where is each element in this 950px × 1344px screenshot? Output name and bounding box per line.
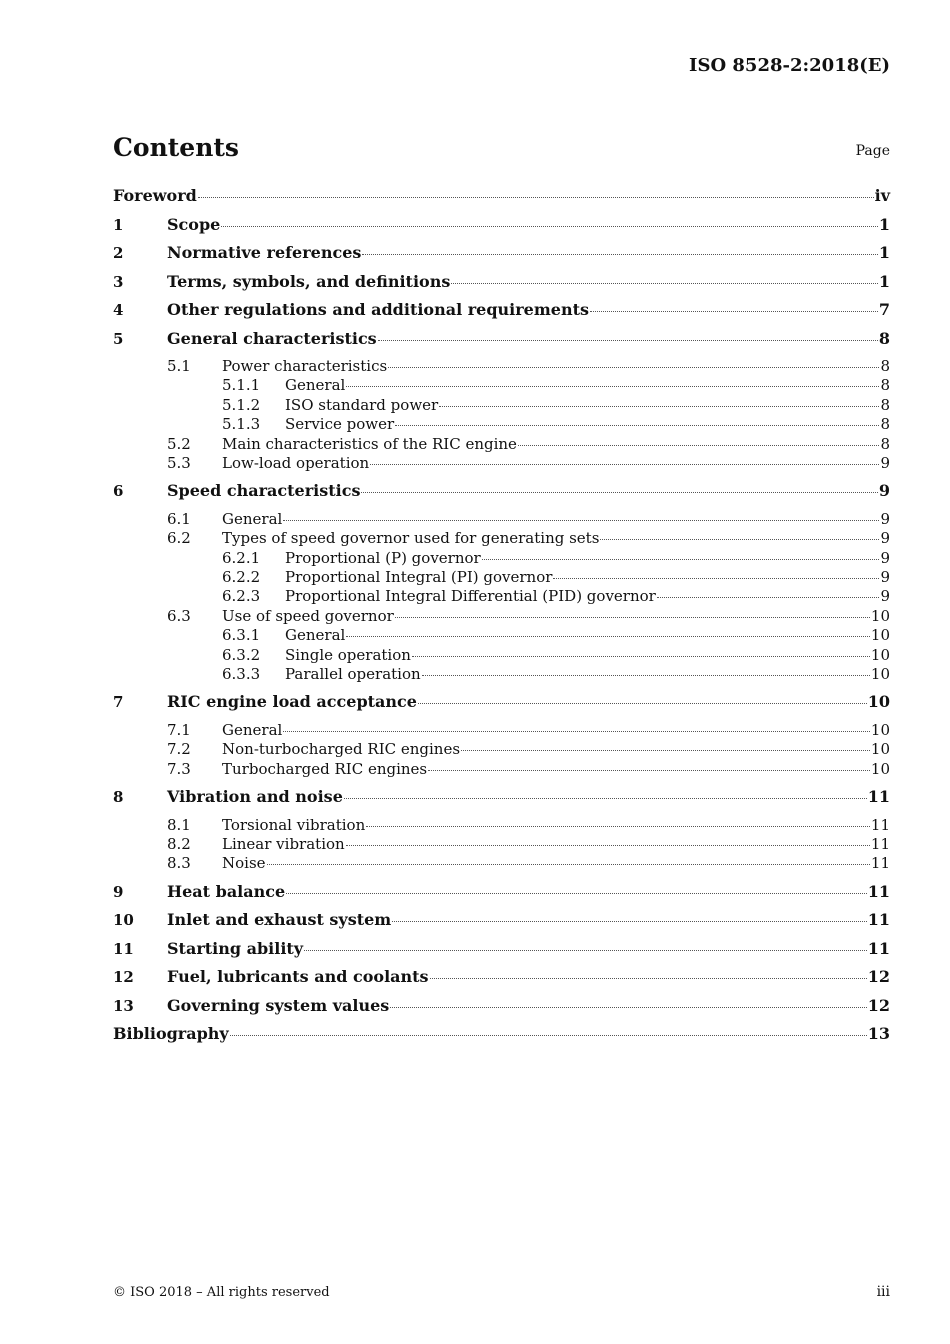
toc-entry-number: 8.1 (167, 815, 191, 834)
toc-entry-page: 11 (870, 815, 890, 834)
toc-entry[interactable] (113, 272, 890, 301)
toc-entry-number: 4 (113, 301, 124, 319)
toc-entry-page: 11 (867, 938, 890, 958)
toc-entry[interactable] (113, 692, 890, 721)
toc-entry[interactable] (113, 721, 890, 740)
toc-entry-title: Torsional vibration (222, 815, 366, 834)
dot-leader (553, 578, 879, 579)
toc-entry-title: Governing system values (167, 995, 390, 1015)
document-id: ISO 8528-2:2018(E) (689, 55, 890, 76)
toc-entry-title: Fuel, lubricants and coolants (167, 967, 429, 987)
dot-leader (412, 656, 870, 657)
toc-entry[interactable] (113, 882, 890, 911)
toc-entry-page: 12 (867, 967, 890, 987)
toc-entry[interactable] (113, 510, 890, 529)
toc-entry-page: 10 (870, 720, 890, 739)
dot-leader (392, 921, 867, 922)
toc-entry-page: 8 (880, 434, 890, 453)
toc-entry-page: 10 (870, 645, 890, 664)
dot-leader (362, 254, 877, 255)
toc-entry[interactable] (113, 454, 890, 473)
toc-entry-number: 5.3 (167, 453, 191, 472)
toc-entry-page: 1 (878, 243, 890, 262)
copyright-notice: © ISO 2018 – All rights reserved (113, 1285, 330, 1300)
dot-leader (482, 559, 880, 560)
dot-leader (418, 703, 867, 704)
contents-title: Contents (113, 133, 240, 162)
toc-entry-title: Proportional Integral (PI) governor (285, 568, 553, 587)
toc-entry-page: 7 (878, 300, 890, 319)
dot-leader (439, 406, 879, 407)
toc-entry-title: General characteristics (167, 328, 377, 348)
toc-entry-number: 2 (113, 244, 124, 262)
dot-leader (366, 826, 870, 827)
toc-entry[interactable] (113, 376, 890, 395)
toc-entry-title: Proportional (P) governor (285, 548, 481, 567)
toc-entry-title: ISO standard power (285, 395, 439, 414)
dot-leader (346, 636, 870, 637)
toc-entry-number: 7 (113, 693, 124, 712)
dot-leader (346, 845, 870, 846)
toc-entry-page: 10 (870, 759, 890, 778)
toc-entry-number: 7.1 (167, 720, 191, 739)
toc-entry-number: 10 (113, 911, 134, 930)
toc-entry[interactable] (113, 1024, 890, 1053)
toc-entry-title: Inlet and exhaust system (167, 910, 392, 930)
toc-entry[interactable] (113, 967, 890, 996)
toc-entry-number: 6.2.1 (222, 548, 261, 567)
toc-entry-page: 8 (880, 376, 890, 395)
toc-entry-title: Use of speed governor (222, 606, 394, 625)
toc-entry-title: Scope (167, 214, 221, 234)
toc-entry-title: Main characteristics of the RIC engine (222, 434, 517, 453)
page-number: iii (876, 1284, 890, 1300)
toc-entry-title: General (222, 509, 283, 528)
toc-entry-number: 5.2 (167, 434, 191, 453)
toc-entry[interactable] (113, 529, 890, 548)
toc-entry-number: 6.3 (167, 606, 191, 625)
toc-entry-number: 5.1 (167, 357, 191, 375)
toc-entry[interactable] (113, 665, 890, 684)
toc-entry-page: 11 (867, 881, 890, 901)
toc-entry[interactable] (113, 787, 890, 816)
toc-entry[interactable] (113, 329, 890, 358)
dot-leader (590, 311, 878, 312)
toc-entry[interactable] (113, 357, 890, 376)
dot-leader (198, 197, 874, 198)
toc-entry[interactable] (113, 435, 890, 454)
toc-entry[interactable] (113, 186, 890, 215)
toc-entry-page: 1 (878, 214, 890, 234)
toc-entry[interactable] (113, 854, 890, 873)
dot-leader (378, 340, 878, 341)
dot-leader (451, 283, 878, 284)
toc-entry[interactable] (113, 760, 890, 779)
toc-entry-page: 9 (880, 509, 890, 528)
toc-entry-page: 8 (880, 395, 890, 414)
dot-leader (304, 950, 867, 951)
dot-leader (230, 1035, 867, 1036)
toc-entry[interactable] (113, 568, 890, 587)
toc-entry-number: 8.3 (167, 854, 191, 873)
toc-entry[interactable] (113, 835, 890, 854)
toc-entry-title: Heat balance (167, 881, 286, 901)
dot-leader (390, 1007, 866, 1008)
page-column-label: Page (855, 143, 890, 159)
toc-entry-number: 3 (113, 272, 124, 291)
toc-entry-title: Types of speed governor used for generating sets (222, 529, 600, 548)
toc-entry-number: 12 (113, 968, 134, 987)
dot-leader (344, 798, 867, 799)
dot-leader (283, 520, 879, 521)
toc-entry[interactable] (113, 549, 890, 568)
toc-entry-page: 11 (867, 910, 890, 930)
toc-entry-title: RIC engine load acceptance (167, 692, 417, 712)
toc-entry-page: 8 (880, 415, 890, 434)
toc-entry-page: 9 (880, 548, 890, 567)
toc-entry-title: Low-load operation (222, 453, 370, 472)
dot-leader (600, 539, 879, 540)
dot-leader (346, 386, 879, 387)
toc-entry-title: Parallel operation (285, 664, 421, 683)
toc-entry-number: 1 (113, 215, 124, 234)
toc-entry-number: 5.1.3 (222, 415, 261, 434)
toc-entry-page: 11 (867, 787, 890, 807)
toc-entry-title: Bibliography (113, 1024, 229, 1044)
toc-entry-page: 12 (867, 995, 890, 1015)
toc-entry-number: 6.3.3 (222, 664, 261, 683)
dot-leader (461, 750, 870, 751)
toc-entry-page: 9 (880, 453, 890, 472)
toc-entry[interactable] (113, 300, 890, 329)
toc-entry-title: Vibration and noise (167, 787, 343, 807)
dot-leader (361, 492, 877, 493)
toc-entry[interactable] (113, 996, 890, 1025)
toc-entry-page: iv (874, 186, 890, 205)
toc-entry-page: 11 (870, 834, 890, 853)
toc-entry-title: General (285, 626, 346, 645)
dot-leader (657, 597, 880, 598)
toc-entry-title: Power characteristics (222, 357, 388, 375)
toc-entry-title: Speed characteristics (167, 481, 361, 501)
toc-entry-number: 11 (113, 939, 134, 958)
dot-leader (395, 425, 879, 426)
toc-entry-title: Service power (285, 415, 395, 434)
toc-entry-page: 8 (878, 328, 890, 348)
toc-entry-title: Non-turbocharged RIC engines (222, 740, 461, 759)
toc-entry-number: 13 (113, 996, 134, 1015)
toc-entry-number: 5 (113, 329, 124, 348)
toc-entry-page: 8 (880, 357, 890, 375)
toc-entry-title: Turbocharged RIC engines (222, 759, 428, 778)
toc-entry-page: 10 (870, 664, 890, 683)
dot-leader (388, 367, 879, 368)
toc-entry-number: 6 (113, 482, 124, 501)
toc-entry[interactable] (113, 626, 890, 645)
toc-entry-number: 5.1.1 (222, 376, 261, 395)
toc-entry-title: General (285, 376, 346, 395)
toc-entry[interactable] (113, 939, 890, 968)
dot-leader (267, 864, 870, 865)
toc-entry-title: Other regulations and additional requirements (167, 300, 589, 319)
toc-entry[interactable] (113, 740, 890, 759)
toc-entry-number: 6.3.1 (222, 626, 261, 645)
toc-entry-number: 9 (113, 882, 124, 901)
toc-entry-title: Terms, symbols, and definitions (167, 271, 451, 291)
toc-entry-number: 6.2.2 (222, 568, 261, 587)
toc-entry-page: 9 (880, 529, 890, 548)
dot-leader (430, 978, 867, 979)
toc-entry[interactable] (113, 816, 890, 835)
toc-entry-number: 8 (113, 788, 124, 807)
toc-entry[interactable] (113, 910, 890, 939)
table-of-contents (113, 186, 890, 1053)
toc-entry[interactable] (113, 607, 890, 626)
toc-entry-page: 10 (870, 626, 890, 645)
toc-entry-page: 9 (878, 481, 890, 501)
toc-entry[interactable] (113, 243, 890, 272)
toc-entry-title: Normative references (167, 243, 362, 262)
toc-entry-title: Proportional Integral Differential (PID) governor (285, 587, 656, 606)
dot-leader (283, 731, 870, 732)
toc-entry-page: 10 (870, 606, 890, 625)
toc-entry-title: Foreword (113, 186, 197, 205)
toc-entry-title: Noise (222, 854, 266, 873)
toc-entry-title: General (222, 720, 283, 739)
dot-leader (422, 675, 870, 676)
toc-entry-title: Starting ability (167, 938, 304, 958)
toc-entry-page: 13 (867, 1024, 890, 1044)
toc-entry[interactable] (113, 396, 890, 415)
dot-leader (286, 893, 867, 894)
toc-entry-number: 7.2 (167, 740, 191, 759)
toc-entry-title: Linear vibration (222, 834, 345, 853)
dot-leader (428, 770, 870, 771)
toc-entry-page: 9 (880, 568, 890, 587)
toc-entry-page: 10 (867, 692, 890, 712)
toc-entry[interactable] (113, 646, 890, 665)
toc-entry-page: 9 (880, 587, 890, 606)
toc-entry[interactable] (113, 415, 890, 434)
toc-entry-number: 5.1.2 (222, 395, 261, 414)
toc-entry-number: 6.3.2 (222, 645, 261, 664)
toc-entry-number: 8.2 (167, 834, 191, 853)
toc-entry[interactable] (113, 587, 890, 606)
toc-entry-number: 6.2 (167, 529, 191, 548)
dot-leader (370, 464, 879, 465)
toc-entry-number: 6.1 (167, 509, 191, 528)
toc-entry-page: 11 (870, 854, 890, 873)
toc-entry-number: 6.2.3 (222, 587, 261, 606)
toc-entry-title: Single operation (285, 645, 411, 664)
toc-entry[interactable] (113, 481, 890, 510)
toc-entry-page: 1 (878, 271, 890, 291)
toc-entry[interactable] (113, 215, 890, 244)
toc-entry-number: 7.3 (167, 759, 191, 778)
dot-leader (395, 617, 870, 618)
dot-leader (518, 445, 880, 446)
dot-leader (221, 226, 878, 227)
toc-entry-page: 10 (870, 740, 890, 759)
